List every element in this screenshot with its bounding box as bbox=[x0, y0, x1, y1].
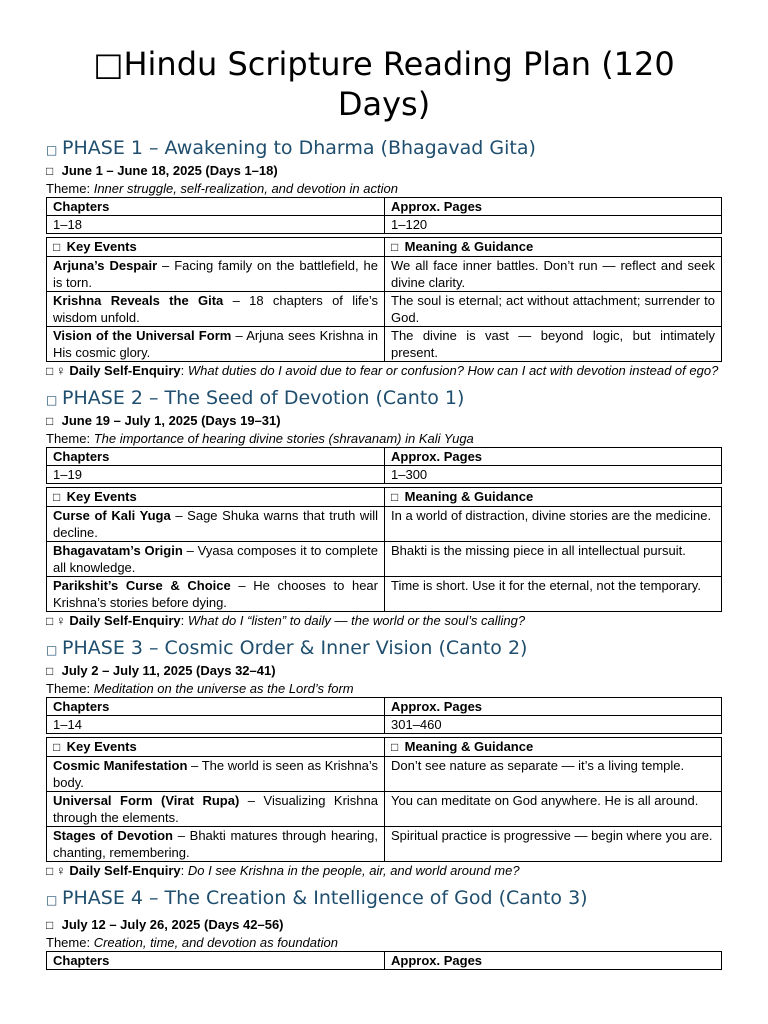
phase-2-chapters-table bbox=[46, 447, 722, 484]
meaning-cell: Don’t see nature as separate — it’s a living temple. bbox=[385, 757, 722, 792]
phase-3-dates: □ July 2 – July 11, 2025 (Days 32–41) bbox=[46, 663, 276, 678]
calendar-icon: □ bbox=[46, 664, 54, 678]
meditation-icon: □ bbox=[46, 864, 54, 878]
missing-glyph-icon: □ bbox=[46, 643, 58, 657]
key-events-header: □ Key Events bbox=[47, 738, 385, 757]
table-row bbox=[47, 257, 722, 292]
event-cell: Vision of the Universal Form – Arjuna sees Krishna in His cosmic glory. bbox=[47, 327, 385, 362]
table-row bbox=[47, 292, 722, 327]
phase-3-enquiry: □ ♀ Daily Self-Enquiry: Do I see Krishna in the people, air, and world around me? bbox=[46, 863, 520, 878]
calendar-icon: □ bbox=[46, 918, 54, 932]
key-events-header: □ Key Events bbox=[47, 238, 385, 257]
lightbulb-icon: □ bbox=[391, 740, 399, 754]
meaning-cell: We all face inner battles. Don’t run — reflect and seek divine clarity. bbox=[385, 257, 722, 292]
table-row bbox=[47, 757, 722, 792]
event-cell: Curse of Kali Yuga – Sage Shuka warns that truth will decline. bbox=[47, 507, 385, 542]
pages-value: 1–120 bbox=[385, 216, 722, 234]
phase-2-theme: Theme: The importance of hearing divine stories (shravanam) in Kali Yuga bbox=[46, 431, 474, 446]
missing-glyph-icon: □ bbox=[46, 143, 58, 157]
event-cell: Parikshit’s Curse & Choice – He chooses to hear Krishna’s stories before dying. bbox=[47, 577, 385, 612]
meaning-cell: Time is short. Use it for the eternal, not the temporary. bbox=[385, 577, 722, 612]
key-icon: □ bbox=[53, 240, 61, 254]
phase-3-chapters-table bbox=[46, 697, 722, 734]
event-cell: Krishna Reveals the Gita – 18 chapters of life’s wisdom unfold. bbox=[47, 292, 385, 327]
phase-1-dates: □ June 1 – June 18, 2025 (Days 1–18) bbox=[46, 163, 278, 178]
meaning-cell: Spiritual practice is progressive — begin where you are. bbox=[385, 827, 722, 862]
chapters-value: 1–19 bbox=[47, 466, 385, 484]
phase-4-dates: □ July 12 – July 26, 2025 (Days 42–56) bbox=[46, 917, 284, 932]
pages-header: Approx. Pages bbox=[385, 698, 722, 716]
meaning-header: □ Meaning & Guidance bbox=[385, 738, 722, 757]
phase-1-theme: Theme: Inner struggle, self-realization, and devotion in action bbox=[46, 181, 398, 196]
chapters-value: 1–18 bbox=[47, 216, 385, 234]
phase-4-theme: Theme: Creation, time, and devotion as foundation bbox=[46, 935, 338, 950]
phase-1-enquiry: □ ♀ Daily Self-Enquiry: What duties do I avoid due to fear or confusion? How can I act with devotion instead of ego? bbox=[46, 363, 719, 378]
meaning-cell: Bhakti is the missing piece in all intellectual pursuit. bbox=[385, 542, 722, 577]
event-cell: Cosmic Manifestation – The world is seen as Krishna’s body. bbox=[47, 757, 385, 792]
chapters-value: 1–14 bbox=[47, 716, 385, 734]
key-icon: □ bbox=[53, 740, 61, 754]
key-icon: □ bbox=[53, 490, 61, 504]
phase-3-events-table bbox=[46, 737, 722, 862]
lightbulb-icon: □ bbox=[391, 240, 399, 254]
phase-3-heading: □ PHASE 3 – Cosmic Order & Inner Vision (Canto 2) bbox=[46, 636, 722, 662]
meaning-cell: The divine is vast — beyond logic, but intimately present. bbox=[385, 327, 722, 362]
event-cell: Arjuna’s Despair – Facing family on the battlefield, he is torn. bbox=[47, 257, 385, 292]
phase-3-theme: Theme: Meditation on the universe as the Lord’s form bbox=[46, 681, 354, 696]
meditation-icon: □ bbox=[46, 614, 54, 628]
table-row bbox=[47, 577, 722, 612]
chapters-header: Chapters bbox=[47, 198, 385, 216]
calendar-icon: □ bbox=[46, 414, 54, 428]
event-cell: Bhagavatam’s Origin – Vyasa composes it to complete all knowledge. bbox=[47, 542, 385, 577]
table-row bbox=[47, 542, 722, 577]
meaning-cell: You can meditate on God anywhere. He is all around. bbox=[385, 792, 722, 827]
phase-2-enquiry: □ ♀ Daily Self-Enquiry: What do I “listen” to daily — the world or the soul’s calling? bbox=[46, 613, 526, 628]
meaning-header: □ Meaning & Guidance bbox=[385, 238, 722, 257]
pages-header: Approx. Pages bbox=[385, 448, 722, 466]
table-row bbox=[47, 827, 722, 862]
chapters-header: Chapters bbox=[47, 698, 385, 716]
key-events-header: □ Key Events bbox=[47, 488, 385, 507]
event-cell: Universal Form (Virat Rupa) – Visualizing Krishna through the elements. bbox=[47, 792, 385, 827]
missing-glyph-icon: □ bbox=[46, 393, 58, 407]
pages-header: Approx. Pages bbox=[385, 952, 722, 970]
phase-4-chapters-table bbox=[46, 951, 722, 970]
table-row bbox=[47, 327, 722, 362]
phase-1-chapters-table bbox=[46, 197, 722, 234]
phase-2-heading: □ PHASE 2 – The Seed of Devotion (Canto 1) bbox=[46, 386, 722, 412]
phase-2-dates: □ June 19 – July 1, 2025 (Days 19–31) bbox=[46, 413, 281, 428]
phase-1-events-table bbox=[46, 237, 722, 362]
document-page bbox=[46, 0, 722, 970]
table-row bbox=[47, 792, 722, 827]
lightbulb-icon: □ bbox=[391, 490, 399, 504]
chapters-header: Chapters bbox=[47, 448, 385, 466]
phase-1-heading: □ PHASE 1 – Awakening to Dharma (Bhagavad Gita) bbox=[46, 136, 722, 162]
event-cell: Stages of Devotion – Bhakti matures through hearing, chanting, remembering. bbox=[47, 827, 385, 862]
missing-glyph-icon: □ bbox=[93, 45, 124, 83]
meaning-header: □ Meaning & Guidance bbox=[385, 488, 722, 507]
meditation-icon: □ bbox=[46, 364, 54, 378]
pages-value: 1–300 bbox=[385, 466, 722, 484]
phase-4-heading: □ PHASE 4 – The Creation & Intelligence of God (Canto 3) bbox=[46, 886, 722, 912]
missing-glyph-icon: □ bbox=[46, 893, 58, 907]
chapters-header: Chapters bbox=[47, 952, 385, 970]
meaning-cell: In a world of distraction, divine stories are the medicine. bbox=[385, 507, 722, 542]
pages-value: 301–460 bbox=[385, 716, 722, 734]
table-row bbox=[47, 507, 722, 542]
pages-header: Approx. Pages bbox=[385, 198, 722, 216]
phase-2-events-table bbox=[46, 487, 722, 612]
meaning-cell: The soul is eternal; act without attachment; surrender to God. bbox=[385, 292, 722, 327]
calendar-icon: □ bbox=[46, 164, 54, 178]
page-title: □Hindu Scripture Reading Plan (120 Days) bbox=[93, 45, 675, 123]
